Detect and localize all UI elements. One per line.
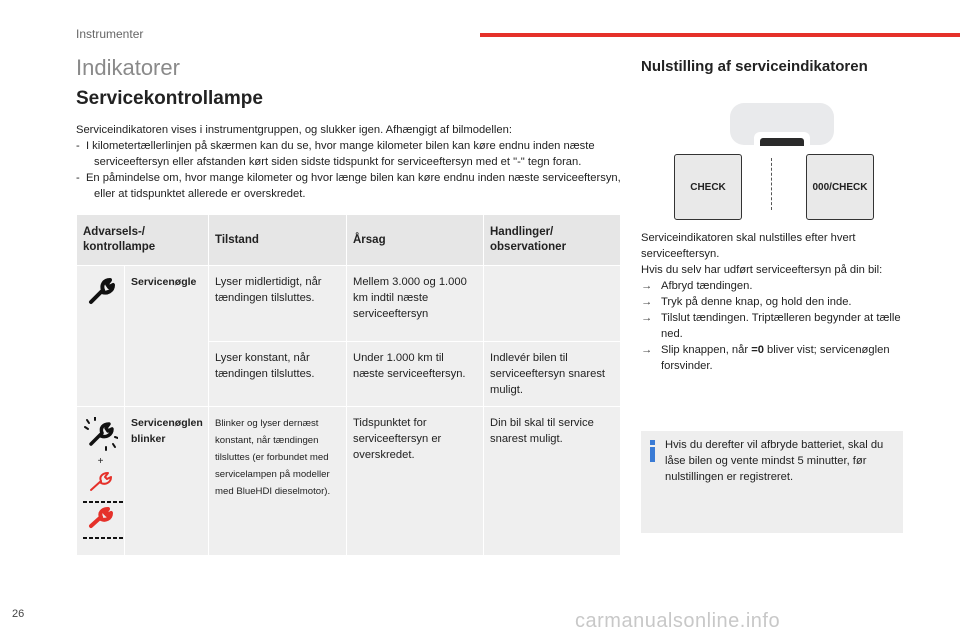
- info-note: [641, 431, 903, 533]
- step-text: Tilslut tændingen. Triptælleren begynder at tælle ned.: [661, 312, 901, 340]
- intro-bullet-1: - I kilometertællerlinjen på skærmen kan du se, hvor mange kilometer bilen kan køre endnu inden næste serviceeftersyn eller afstanden kørt siden sidste tidspunkt for serviceeftersyn med et "-" tegn foran.: [76, 140, 595, 168]
- step-text: Afbryd tændingen.: [661, 280, 753, 292]
- lamp-name-cell: [125, 266, 209, 407]
- dashboard-display: [760, 138, 804, 146]
- cause-cell: Under 1.000 km til næste serviceeftersyn.: [347, 342, 484, 407]
- arrow-icon: →: [641, 296, 653, 308]
- header-accent-bar: [480, 33, 960, 37]
- watermark: carmanualsonline.info: [575, 610, 781, 632]
- arrow-icon: →: [641, 344, 653, 356]
- wrench-outline-icon: [86, 471, 116, 493]
- lamp-name-cell: [125, 407, 209, 556]
- cause-cell: Tidspunktet for serviceeftersyn er overskredet.: [347, 407, 484, 556]
- cause-cell: Mellem 3.000 og 1.000 km indtil næste serviceeftersyn: [347, 266, 484, 342]
- separator-line: [771, 158, 772, 210]
- reset-instructions: [641, 230, 907, 374]
- state-text: Blinker og lyser dernæst konstant, når tændingen tilsluttes (er forbundet med servicelampen på modeller med BlueHDI dieselmotor).: [215, 418, 331, 497]
- table-header-action: Handlinger/ observationer: [484, 215, 621, 266]
- action-cell: Din bil skal til service snarest muligt.: [484, 407, 621, 556]
- list-item: [641, 310, 907, 342]
- list-item: [641, 278, 907, 294]
- table-header-state: Tilstand: [209, 215, 347, 266]
- info-note-text: Hvis du derefter vil afbryde batteriet, skal du låse bilen og vente mindst 5 minutter, før nulstillingen er registreret.: [665, 439, 884, 483]
- check-button[interactable]: CHECK: [674, 154, 742, 220]
- step-text-bold: =0: [751, 344, 764, 356]
- list-item: [641, 342, 907, 374]
- lamp-icon-cell: [77, 266, 125, 407]
- step-text: Tryk på denne knap, og hold den inde.: [661, 296, 852, 308]
- reset-check-button[interactable]: 000/CHECK: [806, 154, 874, 220]
- step-text-post: bliver vist; servicenøglen forsvinder.: [661, 344, 890, 372]
- action-cell: [484, 266, 621, 342]
- list-item: [641, 294, 907, 310]
- wrench-filled-icon: [86, 507, 116, 529]
- intro-bullet-2: - En påmindelse om, hvor mange kilometer og hvor længe bilen kan køre endnu inden næste serviceeftersyn, eller at tidspunktet allerede er overskredet.: [76, 172, 621, 200]
- page-number: 26: [12, 608, 25, 620]
- table-header-cause: Årsag: [347, 215, 484, 266]
- table-row: [77, 407, 621, 556]
- lamp-name: Servicenøgle: [131, 276, 197, 288]
- table-row: [77, 266, 621, 342]
- table-header-lamp: Advarsels-/ kontrollampe: [77, 215, 209, 266]
- table-header-row: [77, 215, 621, 266]
- wrench-icon: [86, 276, 116, 306]
- dashed-divider-icon: [83, 535, 123, 541]
- reset-line-1: Serviceindikatoren skal nulstilles efter hvert serviceeftersyn.: [641, 232, 856, 260]
- reset-line-2: Hvis du selv har udført serviceeftersyn på din bil:: [641, 264, 883, 276]
- step-text-pre: Slip knappen, når: [661, 344, 752, 356]
- state-cell: [209, 407, 347, 556]
- section-header: Instrumenter: [76, 27, 144, 41]
- state-cell: Lyser midlertidigt, når tændingen tilsluttes.: [209, 266, 347, 342]
- dashed-divider-icon: [83, 499, 123, 505]
- state-cell: Lyser konstant, når tændingen tilsluttes.: [209, 342, 347, 407]
- page-title: Indikatorer: [76, 55, 180, 80]
- indicator-table: [76, 214, 621, 556]
- lamp-icon-cell: [77, 407, 125, 556]
- section-title: Servicekontrollampe: [76, 88, 263, 109]
- reset-title: Nulstilling af serviceindikatoren: [641, 58, 868, 75]
- lamp-name: Servicenøglen blinker: [131, 417, 203, 445]
- plus-sign: +: [97, 456, 104, 467]
- arrow-icon: →: [641, 280, 653, 292]
- intro-text: [76, 122, 624, 202]
- blinking-wrench-icon: [84, 417, 118, 451]
- action-cell: Indlevér bilen til serviceeftersyn snarest muligt.: [484, 342, 621, 407]
- intro-paragraph: Serviceindikatoren vises i instrumentgruppen, og slukker igen. Afhængigt af bilmodellen:: [76, 124, 512, 136]
- info-icon: [650, 440, 655, 462]
- arrow-icon: →: [641, 312, 653, 324]
